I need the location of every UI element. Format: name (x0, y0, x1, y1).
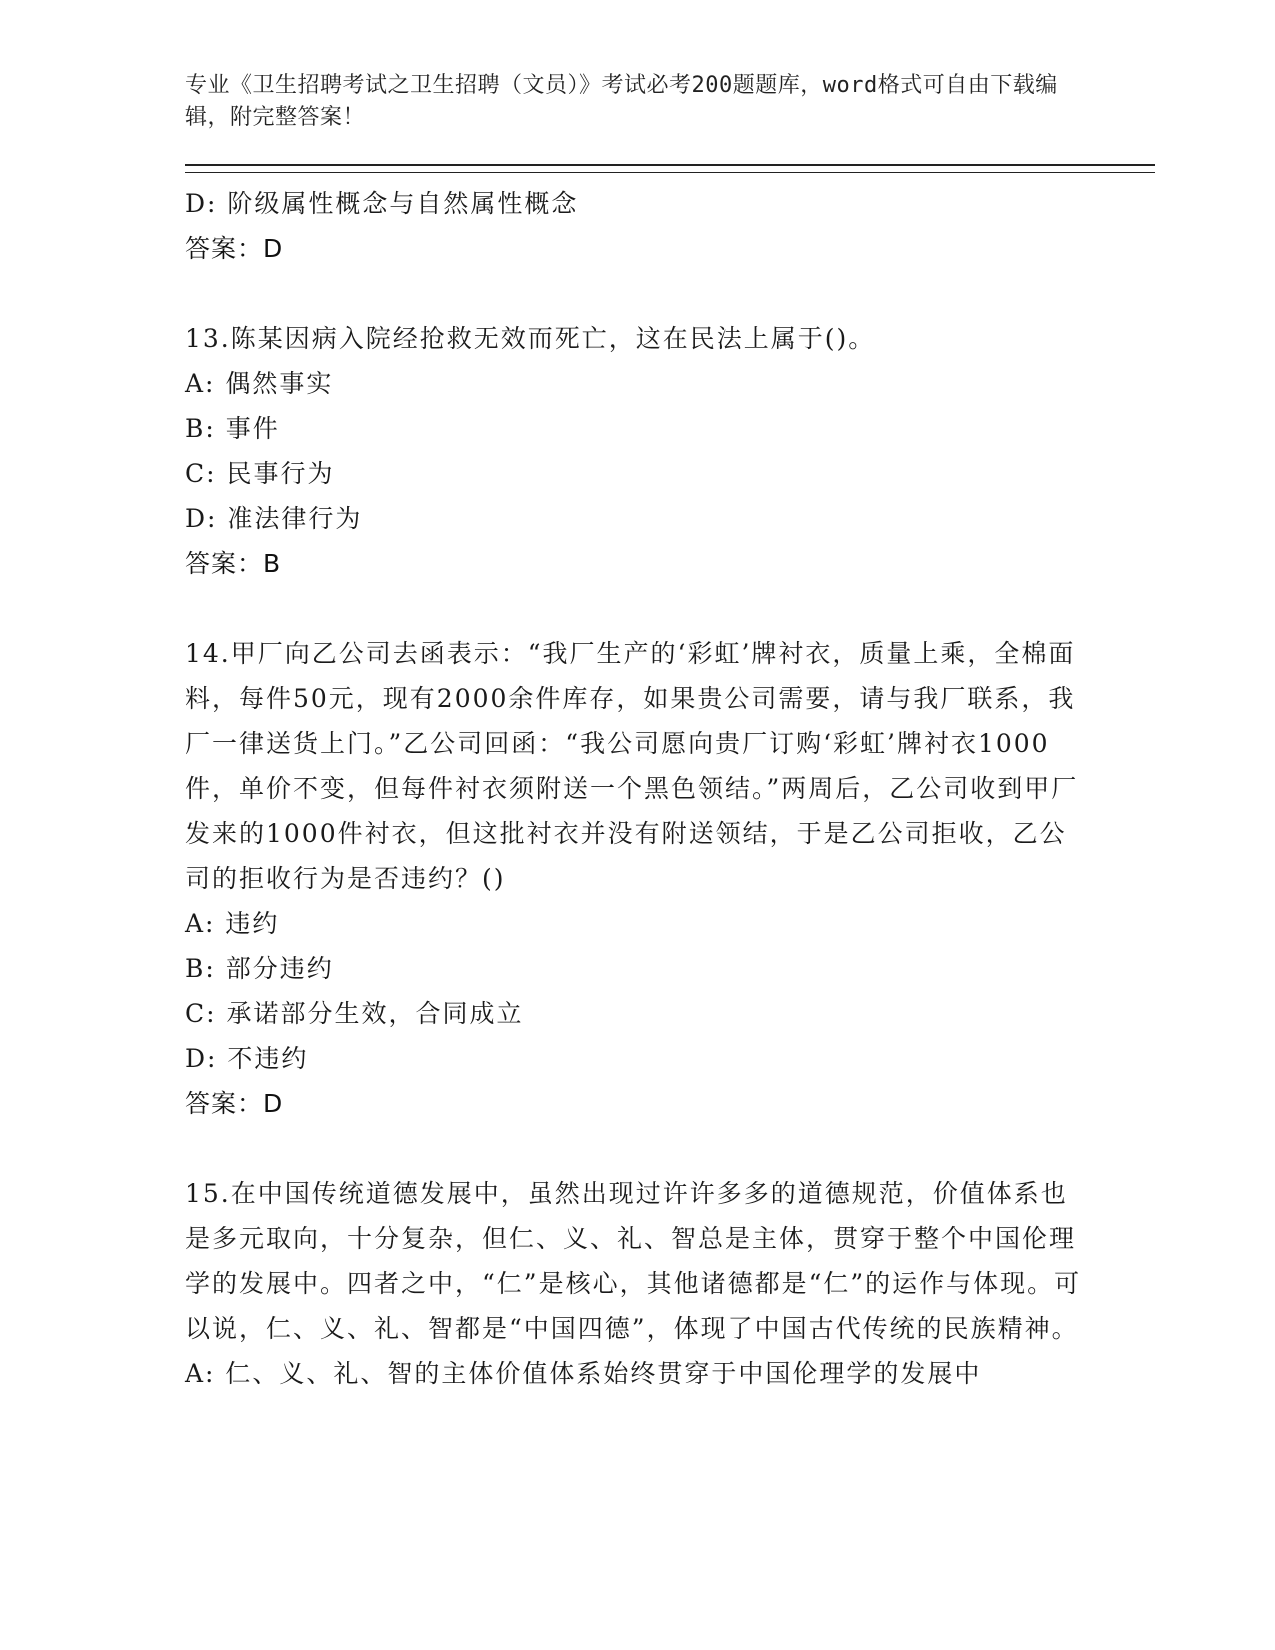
question-text: 14.甲厂向乙公司去函表示：“我厂生产的‘彩虹’牌衬衣，质量上乘，全棉面料，每件50元，现有2000余件库存，如果贵公司需要，请与我厂联系，我厂一律送货上门。”乙公司回函：“我公司愿向贵厂订购‘彩虹’牌衬衣1000件，单价不变，但每件衬衣须附送一个黑色领结。”两周后，乙公司收到甲厂发来的1000件衬衣，但这批衬衣并没有附送领结，于是乙公司拒收，乙公司的拒收行为是否违约？() (185, 639, 1079, 893)
document-header: 专业《卫生招聘考试之卫生招聘（文员）》考试必考200题题库，word格式可自由下载编辑，附完整答案！ (185, 73, 1058, 130)
question-13 (185, 316, 1155, 586)
option-d: D: 不违约 (185, 1044, 309, 1073)
prev-answer: 答案：D (185, 234, 284, 263)
question-text: 15.在中国传统道德发展中，虽然出现过许许多多的道德规范，价值体系也是多元取向，十分复杂，但仁、义、礼、智总是主体，贯穿于整个中国伦理学的发展中。四者之中，“仁”是核心，其他诸德都是“仁”的运作与体现。可以说，仁、义、礼、智都是“中国四德”，体现了中国古代传统的民族精神。 (185, 1179, 1082, 1343)
option-a: A: 违约 (185, 909, 280, 938)
question-text: 13.陈某因病入院经抢救无效而死亡，这在民法上属于()。 (185, 324, 876, 353)
answer: 答案：D (185, 1089, 284, 1118)
document-page (185, 70, 1155, 1396)
header-divider (185, 164, 1155, 173)
option-b: B: 事件 (185, 414, 280, 443)
document-body (185, 181, 1155, 1396)
answer: 答案：B (185, 549, 282, 578)
question-15 (185, 1171, 1155, 1396)
option-c: C: 民事行为 (185, 459, 335, 488)
option-c: C: 承诺部分生效，合同成立 (185, 999, 524, 1028)
prev-option-d: D: 阶级属性概念与自然属性概念 (185, 189, 579, 218)
option-a: A: 仁、义、礼、智的主体价值体系始终贯穿于中国伦理学的发展中 (185, 1359, 982, 1388)
option-d: D: 准法律行为 (185, 504, 363, 533)
option-a: A: 偶然事实 (185, 369, 334, 398)
question-14 (185, 631, 1155, 1126)
option-b: B: 部分违约 (185, 954, 334, 983)
